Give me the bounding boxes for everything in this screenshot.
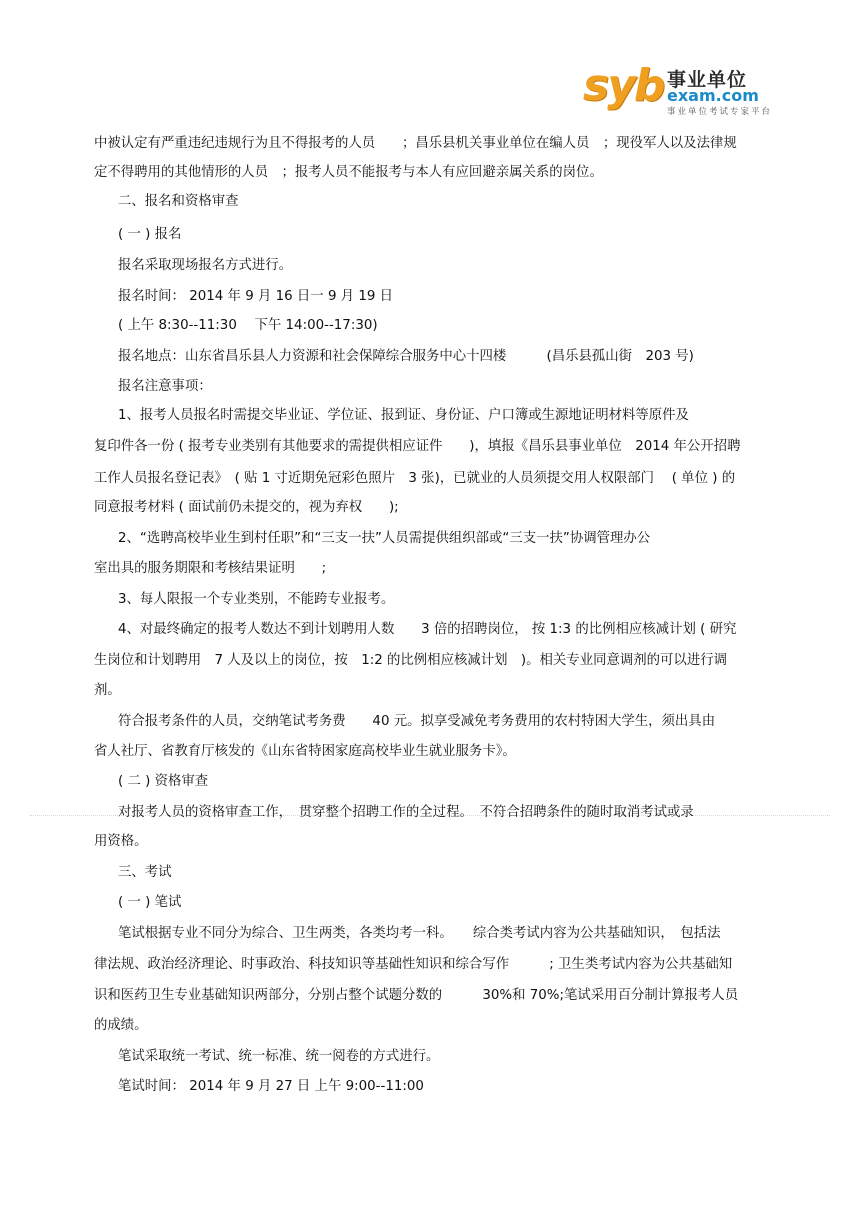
text-line: 识和医药卫生专业基础知识两部分，分别占整个试题分数的 30%和 70%;笔试采用百分制计算报考人员 xyxy=(94,988,739,1003)
text-line: 律法规、政治经济理论、时事政治、科技知识等基础性知识和综合写作 ; 卫生类考试内容为公共基础知 xyxy=(94,957,733,972)
section-heading: 三、考试 xyxy=(118,865,172,880)
logo-letters: syb xyxy=(583,60,664,111)
text-line: 报名地点：山东省昌乐县人力资源和社会保障综合服务中心十四楼 (昌乐县孤山街 203 号) xyxy=(118,349,694,364)
text-line: 3、每人限报一个专业类别，不能跨专业报考。 xyxy=(118,592,395,607)
syb-logo xyxy=(583,60,773,118)
text-line: 报名时间： 2014 年 9 月 16 日一 9 月 19 日 xyxy=(118,289,394,304)
text-line: 的成绩。 xyxy=(94,1018,148,1033)
subsection-heading: ( 一 ) 报名 xyxy=(118,227,182,242)
text-line: 用资格。 xyxy=(94,834,148,849)
text-line: 复印件各一份 ( 报考专业类别有其他要求的需提供相应证件 )，填报《昌乐县事业单位 2014 年公开招聘 xyxy=(94,439,741,454)
text-line: 笔试采取统一考试、统一标准、统一阅卷的方式进行。 xyxy=(118,1049,440,1064)
logo-domain: exam.com xyxy=(667,86,759,105)
text-line: 同意报考材料 ( 面试前仍未提交的，视为弃权 ); xyxy=(94,500,399,515)
text-line: 中被认定有严重违纪违规行为且不得报考的人员 ；昌乐县机关事业单位在编人员 ；现役军人以及法律规 xyxy=(94,136,737,151)
text-line: 2、“选聘高校毕业生到村任职”和“三支一扶”人员需提供组织部或“三支一扶”协调管理办公 xyxy=(118,531,651,546)
text-line: 符合报考条件的人员，交纳笔试考务费 40 元。拟享受减免考务费用的农村特困大学生，须出具由 xyxy=(118,714,716,729)
logo-slogan: 事业单位考试专家平台 xyxy=(667,107,773,117)
logo-cn-text: 事业单位 xyxy=(667,69,748,91)
subsection-heading: ( 一 ) 笔试 xyxy=(118,895,182,910)
text-line: 工作人员报名登记表》 ( 贴 1 寸近期免冠彩色照片 3 张)，已就业的人员须提交用人权限部门 ( 单位 ) 的 xyxy=(94,471,736,486)
text-line: 报名注意事项： xyxy=(118,379,212,394)
subsection-heading: ( 二 ) 资格审查 xyxy=(118,774,209,789)
section-heading: 二、报名和资格审查 xyxy=(118,194,239,209)
text-line: 生岗位和计划聘用 7 人及以上的岗位，按 1:2 的比例相应核减计划 )。相关专业同意调剂的可以进行调 xyxy=(94,653,727,668)
text-line: 4、对最终确定的报考人数达不到计划聘用人数 3 倍的招聘岗位， 按 1:3 的比例相应核减计划 ( 研究 xyxy=(118,622,737,637)
text-line: 笔试根据专业不同分为综合、卫生两类，各类均考一科。 综合类考试内容为公共基础知识， 包括法 xyxy=(118,926,721,941)
text-line: 笔试时间： 2014 年 9 月 27 日 上午 9:00--11:00 xyxy=(118,1079,424,1094)
text-line: 剂。 xyxy=(94,683,121,698)
text-line: 报名采取现场报名方式进行。 xyxy=(118,258,293,273)
text-line: 1、报考人员报名时需提交毕业证、学位证、报到证、身份证、户口簿或生源地证明材料等原件及 xyxy=(118,408,689,423)
text-line: 对报考人员的资格审查工作， 贯穿整个招聘工作的全过程。 不符合招聘条件的随时取消考试或录 xyxy=(118,805,694,820)
text-line: 定不得聘用的其他情形的人员 ；报考人员不能报考与本人有应回避亲属关系的岗位。 xyxy=(94,165,603,180)
text-line: 省人社厅、省教育厅核发的《山东省特困家庭高校毕业生就业服务卡》。 xyxy=(94,744,516,759)
text-line: 室出具的服务期限和考核结果证明 ; xyxy=(94,561,327,576)
text-line: ( 上午 8:30--11:30 下午 14:00--17:30) xyxy=(118,318,378,333)
